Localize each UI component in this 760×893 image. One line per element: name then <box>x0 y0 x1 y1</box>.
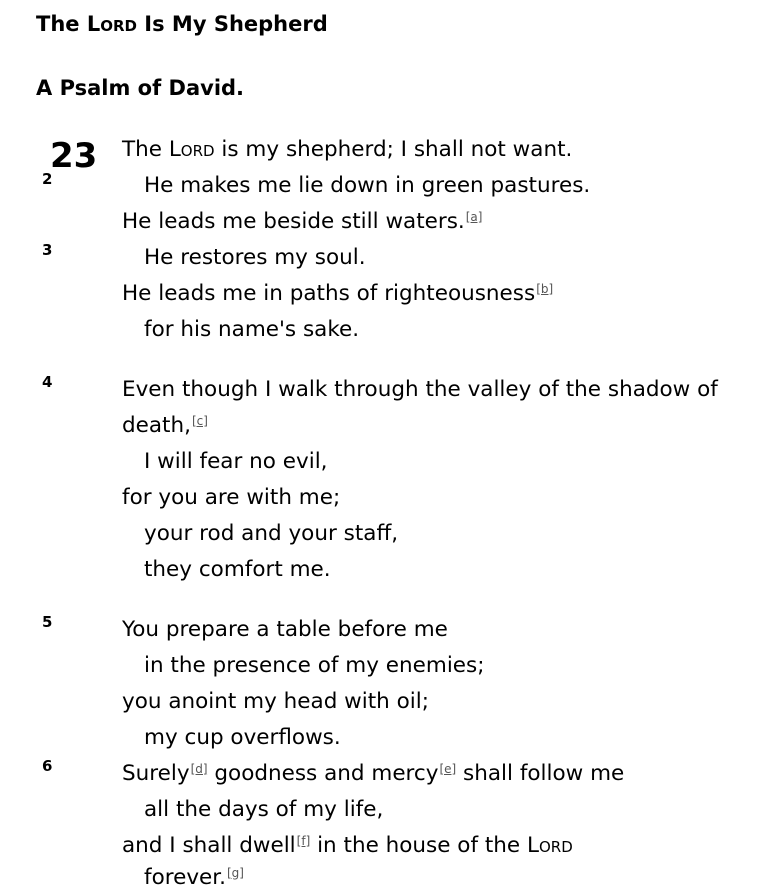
text: goodness and mercy <box>207 761 439 786</box>
lord-text: Lord <box>526 833 573 858</box>
verse-line: I will fear no evil, <box>144 449 328 474</box>
verse-number-6: 6 <box>42 757 53 775</box>
text: forever. <box>144 865 226 890</box>
verse-line <box>122 135 572 165</box>
verse-line <box>122 207 482 237</box>
verse-line: you anoint my head with oil; <box>122 689 429 714</box>
verse-line <box>122 279 553 309</box>
footnote-link-b[interactable]: [b] <box>536 282 554 296</box>
text: shall follow me <box>456 761 625 786</box>
verse-line: in the presence of my enemies; <box>144 653 485 678</box>
text: is my shepherd; I shall not want. <box>214 137 573 162</box>
text: in the house of the <box>310 833 527 858</box>
verse-number-4: 4 <box>42 373 53 391</box>
footnote-link-a[interactable]: [a] <box>465 210 483 224</box>
verse-line: You prepare a table before me <box>122 617 448 642</box>
text: The <box>122 137 169 162</box>
verse-line <box>122 759 624 789</box>
verse-line: for his name's sake. <box>144 317 360 342</box>
section-heading <box>36 12 328 36</box>
lord-text: Lord <box>168 137 215 162</box>
footnote-link-e[interactable]: [e] <box>439 762 457 776</box>
text: He leads me in paths of righteousness <box>122 281 536 306</box>
heading-lord: Lord <box>86 12 137 36</box>
heading-text: The <box>36 12 87 36</box>
text: Surely <box>122 761 190 786</box>
text: He leads me beside still waters. <box>122 209 465 234</box>
verse-line: for you are with me; <box>122 485 341 510</box>
verse-line: your rod and your staff, <box>144 521 399 546</box>
verse-number-3: 3 <box>42 241 53 259</box>
verse-line: Even though I walk through the valley of the shadow of <box>122 377 718 402</box>
footnote-link-d[interactable]: [d] <box>190 762 208 776</box>
verse-line <box>144 863 244 893</box>
verse-line: He restores my soul. <box>144 245 366 270</box>
verse-line: all the days of my life, <box>144 797 384 822</box>
chapter-number: 23 <box>50 136 98 176</box>
verse-line <box>122 411 208 441</box>
verse-line: they comfort me. <box>144 557 331 582</box>
verse-line <box>122 831 573 861</box>
verse-line: He makes me lie down in green pastures. <box>144 173 591 198</box>
verse-line: my cup overflows. <box>144 725 341 750</box>
footnote-link-c[interactable]: [c] <box>191 414 208 428</box>
text: and I shall dwell <box>122 833 296 858</box>
verse-number-2: 2 <box>42 170 53 188</box>
footnote-link-f[interactable]: [f] <box>296 834 311 848</box>
heading-text-end: Is My Shepherd <box>136 12 328 36</box>
footnote-link-g[interactable]: [g] <box>226 866 244 880</box>
psalm-superscription: A Psalm of David. <box>36 76 245 100</box>
text: death, <box>122 413 191 438</box>
verse-number-5: 5 <box>42 613 53 631</box>
